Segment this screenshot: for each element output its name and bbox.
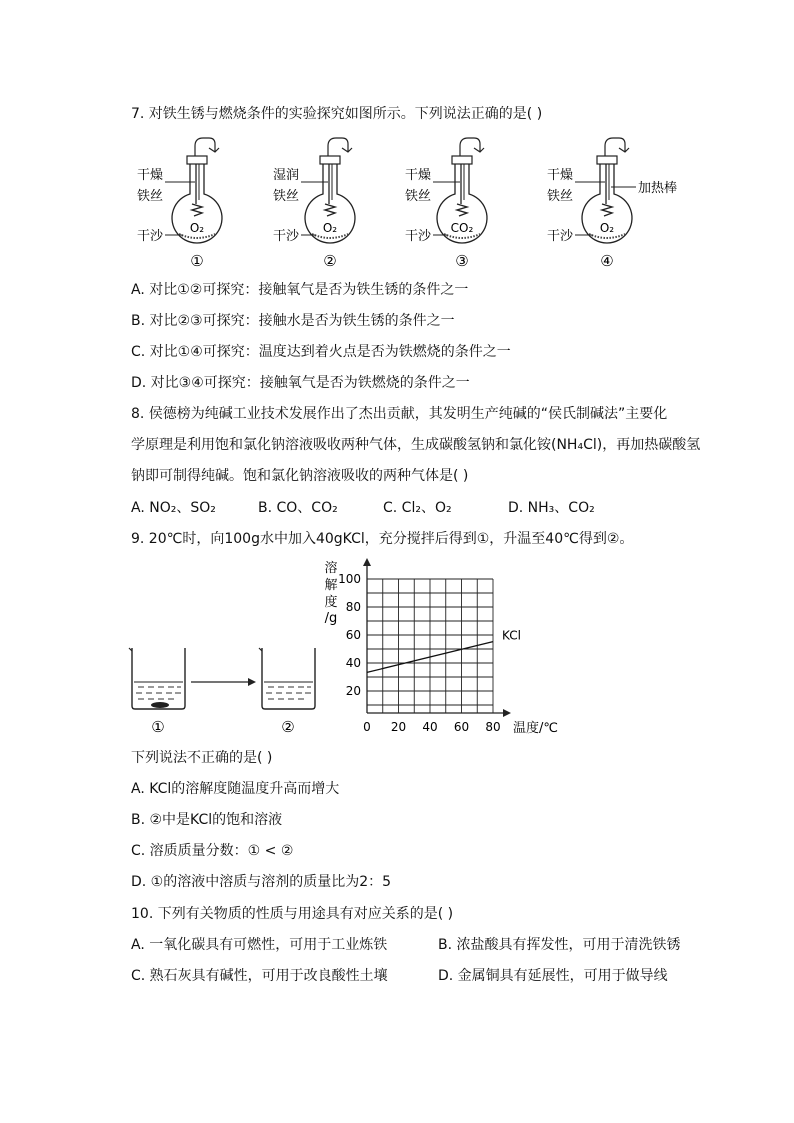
q7-apparatus-figure	[0, 130, 794, 300]
solubility-chart	[324, 558, 557, 736]
flask-label-bottom: 干沙	[547, 229, 574, 244]
flask-label-right: 加热棒	[638, 181, 678, 196]
q9-option-b: B. ②中是KCl的饱和溶液	[131, 812, 283, 828]
flask-number: ①	[190, 252, 204, 270]
q9-option-c: C. 溶质质量分数：① < ②	[131, 843, 294, 859]
x-tick-label: 20	[390, 720, 407, 734]
flask-label-wire: 铁丝	[137, 189, 164, 204]
q8-stem-line3: 钠即可制得纯碱。饱和氯化钠溶液吸收的两种气体是( )	[131, 468, 469, 484]
x-axis-arrow	[503, 709, 511, 717]
beaker-1	[129, 648, 185, 709]
beaker-1-label: ①	[151, 718, 165, 736]
flask-gas-label: CO₂	[450, 221, 474, 235]
flask-label-wire: 铁丝	[405, 189, 432, 204]
flask-label-wire: 铁丝	[273, 189, 300, 204]
y-axis-label-1: 溶	[324, 561, 338, 576]
flask-gas-label: O₂	[189, 221, 205, 235]
y-axis-arrow	[363, 558, 371, 566]
y-axis-label-4: /g	[324, 611, 338, 626]
arrow	[191, 678, 256, 686]
x-tick-label: 80	[485, 720, 501, 734]
q8-option-a: A. NO₂、SO₂	[131, 500, 216, 516]
q9-figure	[0, 556, 794, 741]
beaker-2-label: ②	[281, 718, 295, 736]
q8-stem-line1: 8. 侯德榜为纯碱工业技术发展作出了杰出贡献，其发明生产纯碱的“侯氏制碱法”主要化	[131, 406, 668, 422]
y-axis-label-3: 度	[324, 595, 338, 610]
y-tick-label: 80	[345, 600, 361, 614]
flask-gas-label: O₂	[322, 221, 338, 235]
beaker-2	[259, 648, 315, 709]
flask-apparatus-2	[273, 138, 355, 270]
q7-option-b: B. 对比②③可探究：接触水是否为铁生锈的条件之一	[131, 313, 455, 329]
q10-option-a: A. 一氧化碳具有可燃性，可用于工业炼铁	[131, 937, 388, 953]
q10-option-d: D. 金属铜具有延展性，可用于做导线	[438, 968, 668, 984]
y-tick-label: 100	[338, 572, 361, 586]
q8-option-d: D. NH₃、CO₂	[508, 500, 595, 516]
q8-stem-line2: 学原理是利用饱和氯化钠溶液吸收两种气体，生成碳酸氢钠和氯化铵(NH₄Cl)，再加热碳酸氢	[131, 437, 701, 453]
flask-label-bottom: 干沙	[405, 229, 432, 244]
q10-option-c: C. 熟石灰具有碱性，可用于改良酸性土壤	[131, 968, 388, 984]
q9-lead: 下列说法不正确的是( )	[131, 750, 273, 766]
x-tick-label: 60	[453, 720, 470, 734]
q8-option-b: B. CO、CO₂	[258, 500, 338, 516]
q7-option-d: D. 对比③④可探究：接触氧气是否为铁燃烧的条件之一	[131, 375, 470, 391]
flask-label-bottom: 干沙	[273, 229, 300, 244]
x-tick-label: 40	[422, 720, 438, 734]
q10-stem: 10. 下列有关物质的性质与用途具有对应关系的是( )	[131, 906, 454, 922]
flask-apparatus-1	[137, 138, 222, 270]
q9-option-a: A. KCl的溶解度随温度升高而增大	[131, 781, 340, 797]
y-tick-label: 20	[345, 684, 361, 698]
flask-label-wire: 铁丝	[547, 189, 574, 204]
x-axis-label: 温度/℃	[513, 721, 558, 736]
y-tick-label: 60	[345, 628, 361, 642]
flask-number: ②	[323, 252, 337, 270]
flask-number: ④	[600, 252, 614, 270]
series-label-kcl: KCl	[502, 628, 521, 643]
q7-stem: 7. 对铁生锈与燃烧条件的实验探究如图所示。下列说法正确的是( )	[131, 106, 543, 122]
flask-label-top: 湿润	[273, 168, 300, 183]
y-tick-label: 40	[345, 656, 361, 670]
q7-option-a: A. 对比①②可探究：接触氧气是否为铁生锈的条件之一	[131, 282, 469, 298]
flask-label-top: 干燥	[405, 168, 432, 183]
y-axis-label-2: 解	[324, 578, 338, 593]
flask-label-top: 干燥	[137, 168, 164, 183]
q9-option-d: D. ①的溶液中溶质与溶剂的质量比为2：5	[131, 874, 392, 890]
q7-option-c: C. 对比①④可探究：温度达到着火点是否为铁燃烧的条件之一	[131, 344, 511, 360]
flask-gas-label: O₂	[599, 221, 615, 235]
flask-label-top: 干燥	[547, 168, 574, 183]
flask-apparatus-4	[547, 138, 677, 270]
x-tick-label: 0	[363, 720, 371, 734]
flask-apparatus-3	[405, 138, 487, 270]
q10-option-b: B. 浓盐酸具有挥发性，可用于清洗铁锈	[438, 937, 681, 953]
q9-stem: 9. 20℃时，向100g水中加入40gKCl，充分搅拌后得到①，升温至40℃得到②。	[131, 531, 634, 547]
flask-number: ③	[455, 252, 469, 270]
q8-option-c: C. Cl₂、O₂	[383, 500, 452, 516]
flask-label-bottom: 干沙	[137, 229, 164, 244]
